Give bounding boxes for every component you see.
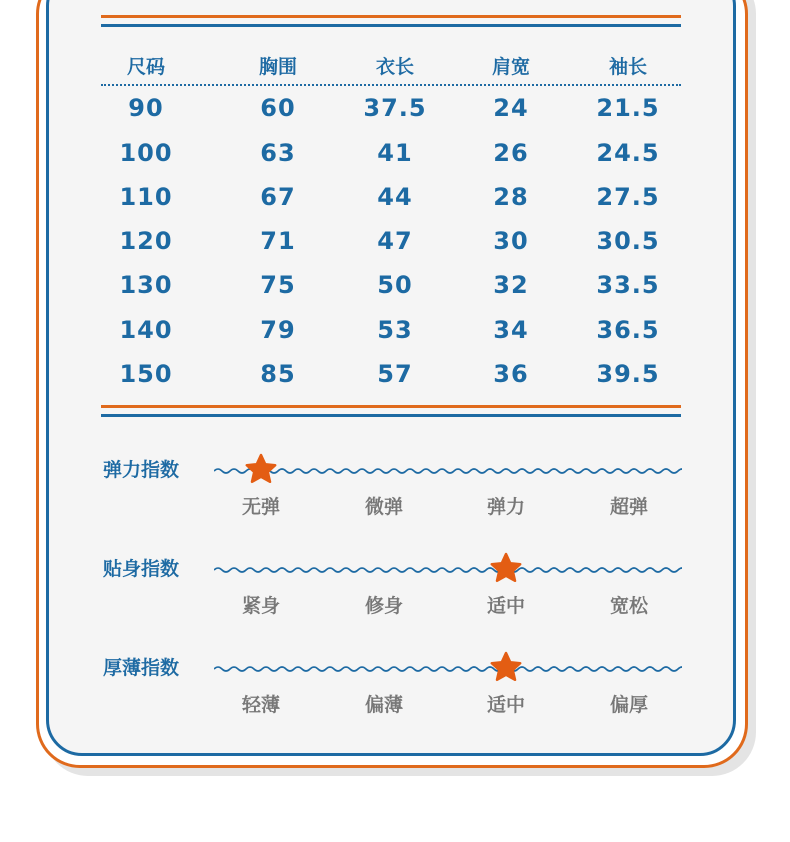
table-row [0,315,790,345]
cell-size: 130 [119,271,173,299]
cell-size: 150 [119,360,173,388]
option-label: 适中 [486,595,525,617]
wave-line [214,469,682,473]
cell-chest: 60 [260,94,296,122]
cell-length: 50 [377,271,413,299]
cell-size: 120 [119,227,173,255]
header-sleeve: 袖长 [608,56,647,78]
cell-shoulder: 24 [493,94,529,122]
cell-sleeve: 21.5 [596,94,660,122]
cell-chest: 63 [260,139,296,167]
option-label: 弹力 [486,496,525,518]
cell-shoulder: 36 [493,360,529,388]
cell-chest: 67 [260,183,296,211]
cell-length: 53 [377,316,413,344]
bottom-orange-rule [101,405,681,408]
option-label: 适中 [486,694,525,716]
cell-length: 57 [377,360,413,388]
table-row [0,270,790,300]
cell-shoulder: 26 [493,139,529,167]
header-divider [101,84,681,86]
table-row [0,359,790,389]
table-row [0,226,790,256]
cell-sleeve: 33.5 [596,271,660,299]
header-chest: 胸围 [258,56,297,78]
top-blue-rule [101,24,681,27]
wave-line [214,667,682,671]
star-icon [244,453,278,487]
option-label: 修身 [364,595,403,617]
header-shoulder: 肩宽 [491,56,530,78]
cell-sleeve: 24.5 [596,139,660,167]
cell-shoulder: 30 [493,227,529,255]
wave-track [214,663,682,675]
cell-chest: 85 [260,360,296,388]
cell-sleeve: 39.5 [596,360,660,388]
option-label: 宽松 [609,595,648,617]
wave-line [214,568,682,572]
option-label: 微弹 [364,496,403,518]
cell-chest: 79 [260,316,296,344]
cell-size: 90 [128,94,164,122]
wave-track [214,564,682,576]
cell-length: 37.5 [363,94,427,122]
option-label: 偏厚 [609,694,648,716]
header-size: 尺码 [126,56,165,78]
index-label: 弹力指数 [103,459,180,481]
table-row [0,182,790,212]
cell-sleeve: 30.5 [596,227,660,255]
cell-length: 41 [377,139,413,167]
wave-track [214,465,682,477]
bottom-blue-rule [101,414,681,417]
cell-size: 140 [119,316,173,344]
index-label: 厚薄指数 [103,657,180,679]
cell-size: 100 [119,139,173,167]
star-icon [489,651,523,685]
header-length: 衣长 [375,56,414,78]
cell-shoulder: 28 [493,183,529,211]
option-label: 无弹 [241,496,280,518]
top-orange-rule [101,15,681,18]
cell-length: 47 [377,227,413,255]
cell-shoulder: 32 [493,271,529,299]
index-label: 贴身指数 [103,558,180,580]
cell-sleeve: 27.5 [596,183,660,211]
option-label: 轻薄 [241,694,280,716]
star-icon [489,552,523,586]
cell-sleeve: 36.5 [596,316,660,344]
cell-chest: 75 [260,271,296,299]
cell-chest: 71 [260,227,296,255]
cell-length: 44 [377,183,413,211]
cell-size: 110 [119,183,173,211]
option-label: 超弹 [609,496,648,518]
table-row [0,138,790,168]
option-label: 偏薄 [364,694,403,716]
option-label: 紧身 [241,595,280,617]
table-row [0,93,790,123]
cell-shoulder: 34 [493,316,529,344]
